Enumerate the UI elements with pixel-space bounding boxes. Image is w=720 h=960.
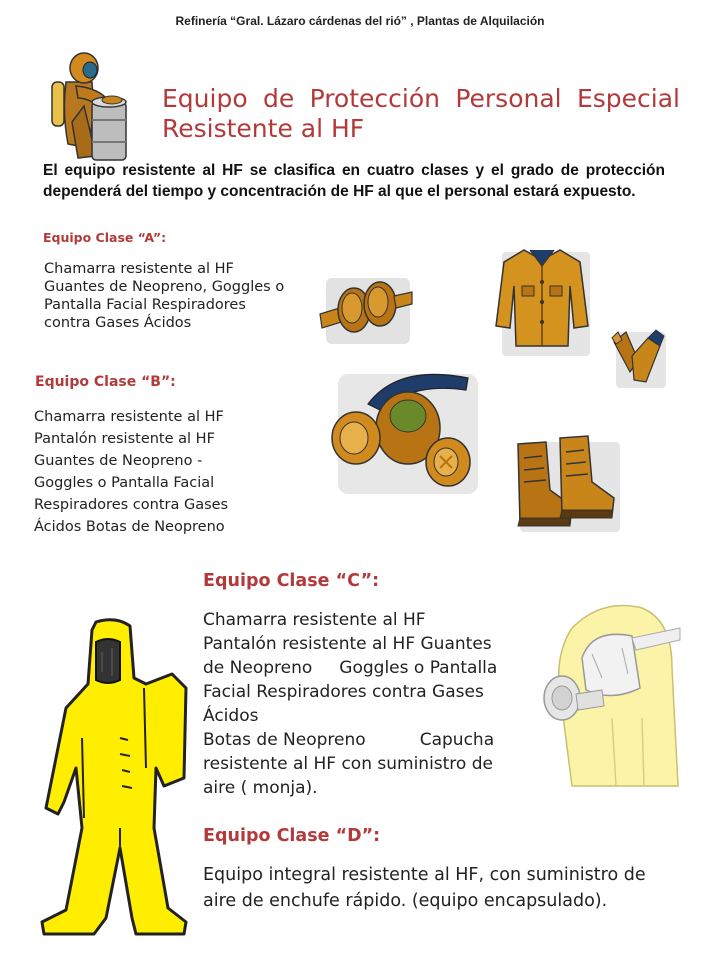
class-b-line: Chamarra resistente al HF bbox=[34, 409, 224, 425]
class-a-line: Pantalla Facial Respiradores bbox=[44, 297, 246, 313]
class-c-line: Chamarra resistente al HF bbox=[203, 610, 426, 630]
class-a-heading: Equipo Clase “A”: bbox=[43, 230, 167, 245]
respirator-mask-icon bbox=[328, 364, 478, 494]
class-c-line: aire ( monja). bbox=[203, 778, 318, 798]
class-c-line: Pantalón resistente al HF Guantes bbox=[203, 634, 492, 654]
class-b-line: Guantes de Neopreno - bbox=[34, 453, 203, 469]
class-a-line: contra Gases Ácidos bbox=[44, 315, 192, 331]
class-b-line: Ácidos Botas de Neopreno bbox=[34, 519, 225, 535]
boots-icon bbox=[510, 434, 620, 532]
class-c-description bbox=[203, 608, 533, 800]
class-b-line: Pantalón resistente al HF bbox=[34, 431, 215, 447]
hood-with-mask-icon bbox=[532, 598, 682, 788]
class-b-heading: Equipo Clase “B”: bbox=[35, 374, 176, 390]
class-c-line: resistente al HF con suministro de bbox=[203, 754, 493, 774]
title-word: Personal bbox=[455, 84, 562, 113]
class-a-line: Guantes de Neopreno, Goggles o bbox=[44, 279, 285, 295]
gloves-icon bbox=[608, 326, 666, 388]
class-d-line: Equipo integral resistente al HF, con suministro de bbox=[203, 865, 646, 885]
worker-with-barrel-icon bbox=[48, 52, 138, 164]
class-b-description bbox=[34, 406, 304, 538]
title-word: Protección bbox=[309, 84, 440, 113]
class-b-line: Respiradores contra Gases bbox=[34, 497, 229, 513]
jacket-icon bbox=[494, 246, 590, 356]
class-d-line: aire de enchufe rápido. (equipo encapsulado). bbox=[203, 891, 608, 911]
class-c-line: Ácidos bbox=[203, 706, 259, 726]
encapsulated-suit-icon bbox=[36, 618, 194, 936]
title-line-1 bbox=[162, 84, 680, 114]
title-word: de bbox=[262, 84, 295, 113]
class-b-line: Goggles o Pantalla Facial bbox=[34, 475, 215, 491]
title-line-2: Resistente al HF bbox=[162, 114, 365, 143]
title-word: Equipo bbox=[162, 84, 248, 113]
class-c-line: de Neopreno Goggles o Pantalla bbox=[203, 658, 498, 678]
title-word: Especial bbox=[576, 84, 680, 113]
page-header: Refinería “Gral. Lázaro cárdenas del rió” , Plantas de Alquilación bbox=[175, 14, 545, 28]
class-c-heading: Equipo Clase “C”: bbox=[203, 571, 380, 591]
knee-pads-icon bbox=[316, 268, 416, 348]
class-c-line: Botas de Neopreno Capucha bbox=[203, 730, 495, 750]
class-c-line: Facial Respiradores contra Gases bbox=[203, 682, 484, 702]
page-title bbox=[162, 84, 680, 144]
intro-paragraph: El equipo resistente al HF se clasifica en cuatro clases y el grado de protección dependerá del tiempo y concentración de HF al que el personal estará expuesto. bbox=[43, 162, 665, 200]
class-a-description bbox=[44, 260, 344, 332]
class-a-line: Chamarra resistente al HF bbox=[44, 261, 234, 277]
class-d-description bbox=[203, 862, 693, 914]
class-d-heading: Equipo Clase “D”: bbox=[203, 826, 381, 846]
